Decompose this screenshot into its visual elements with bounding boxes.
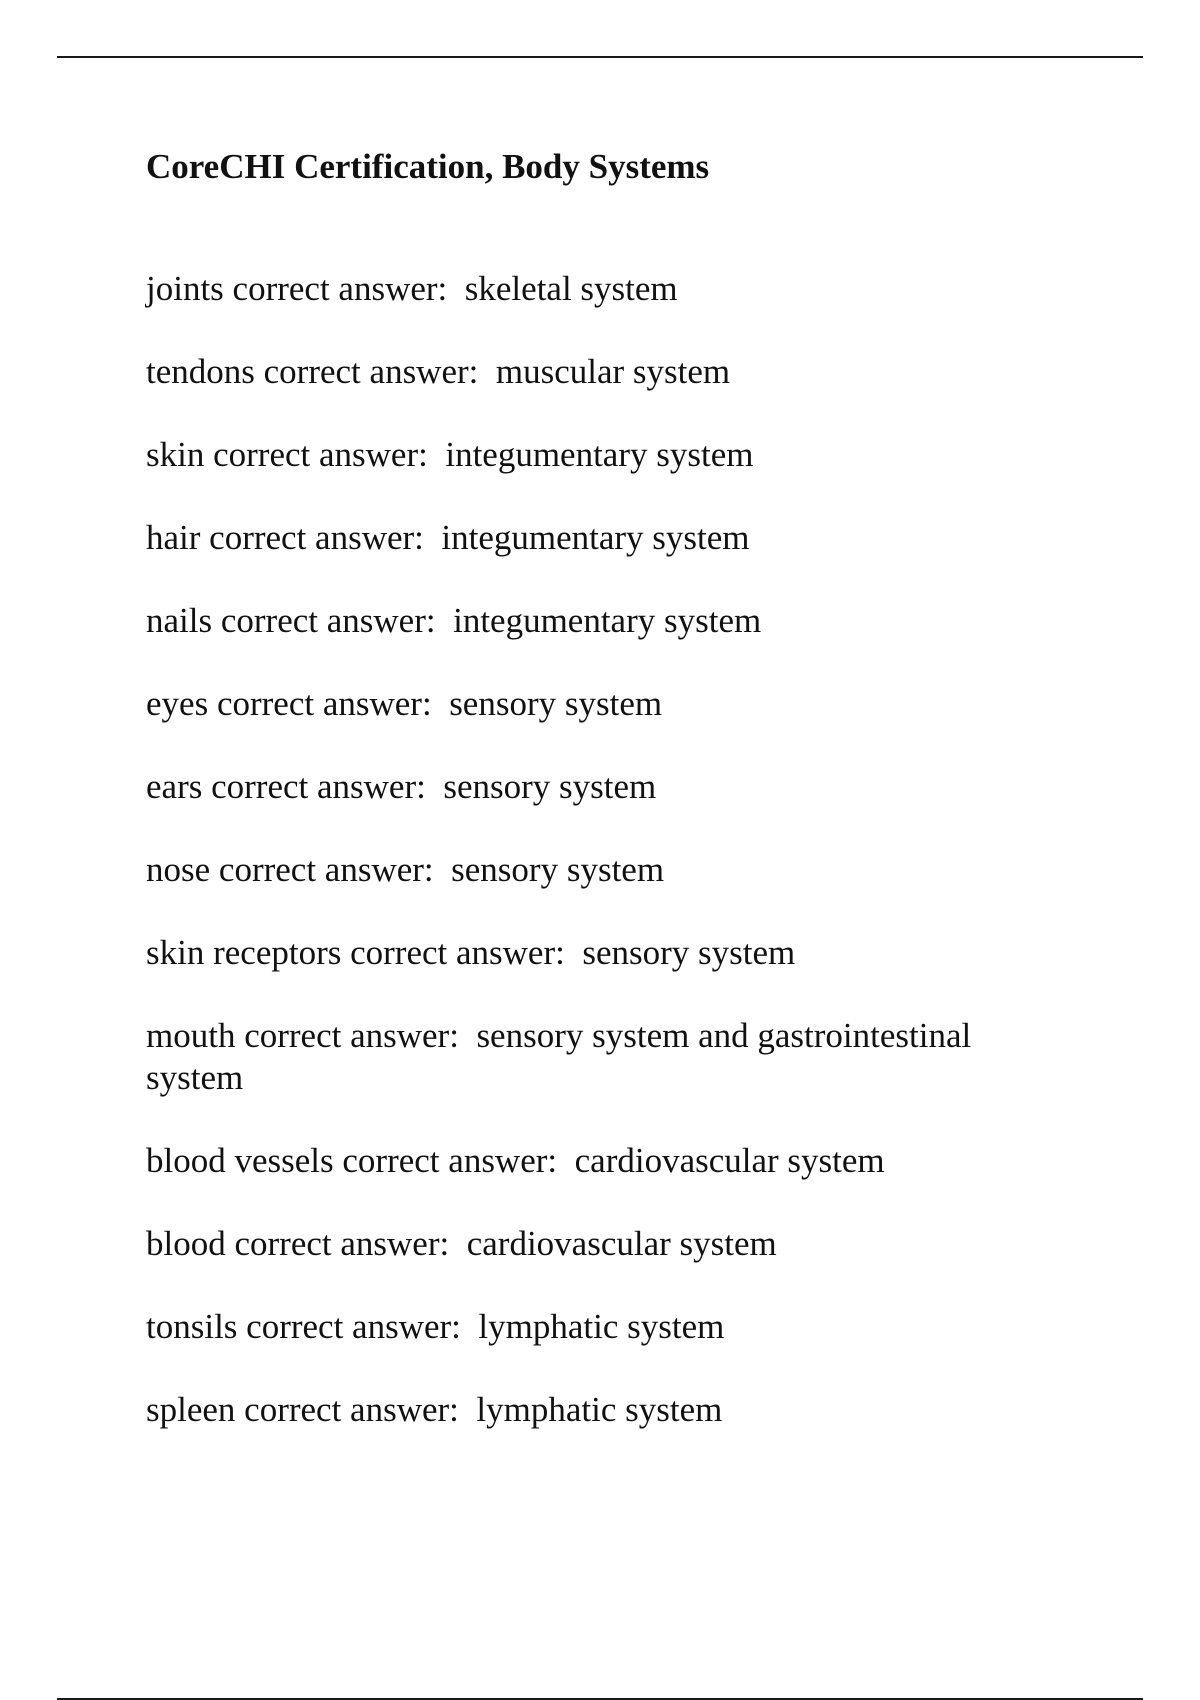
qa-item (146, 1306, 1026, 1348)
qa-answer: integumentary system (453, 601, 762, 640)
qa-term: joints (146, 269, 224, 308)
qa-item (146, 434, 1026, 476)
qa-term: skin (146, 435, 205, 474)
qa-separator: correct answer: (235, 1390, 477, 1429)
qa-separator: correct answer: (200, 518, 442, 557)
qa-item (146, 268, 1026, 310)
qa-answer: integumentary system (441, 518, 750, 557)
qa-answer: cardiovascular system (574, 1141, 885, 1180)
qa-separator: correct answer: (254, 352, 496, 391)
qa-term: blood (146, 1224, 226, 1263)
qa-answer: sensory system (451, 850, 665, 889)
qa-separator: correct answer: (202, 767, 444, 806)
qa-item (146, 1223, 1026, 1265)
qa-item (146, 1015, 1026, 1099)
qa-term: skin receptors (146, 933, 342, 972)
qa-item (146, 683, 1026, 725)
qa-separator: correct answer: (333, 1141, 575, 1180)
qa-item (146, 1389, 1026, 1431)
qa-answer: skeletal system (464, 269, 678, 308)
qa-term: nose (146, 850, 211, 889)
qa-separator: correct answer: (223, 269, 465, 308)
qa-answer: sensory system (449, 684, 663, 723)
qa-item (146, 351, 1026, 393)
qa-answer: lymphatic system (478, 1307, 725, 1346)
qa-separator: correct answer: (204, 435, 446, 474)
qa-term: blood vessels (146, 1141, 334, 1180)
qa-term: eyes (146, 684, 209, 723)
qa-term: hair (146, 518, 201, 557)
qa-separator: correct answer: (210, 850, 452, 889)
qa-separator: correct answer: (237, 1307, 479, 1346)
qa-answer: sensory system (582, 933, 796, 972)
qa-item (146, 517, 1026, 559)
qa-answer: sensory system (443, 767, 657, 806)
qa-answer: sensory system and gastrointestinal system (146, 1016, 972, 1097)
qa-item (146, 1140, 1026, 1182)
qa-list (146, 268, 1026, 1472)
qa-item (146, 600, 1026, 642)
qa-separator: correct answer: (235, 1016, 477, 1055)
qa-term: tendons (146, 352, 255, 391)
qa-separator: correct answer: (208, 684, 450, 723)
qa-answer: integumentary system (445, 435, 754, 474)
header-rule (57, 56, 1143, 58)
qa-term: ears (146, 767, 203, 806)
document-title: CoreCHI Certification, Body Systems (146, 147, 710, 186)
qa-item (146, 849, 1026, 891)
qa-term: tonsils (146, 1307, 238, 1346)
qa-answer: lymphatic system (476, 1390, 723, 1429)
qa-separator: correct answer: (212, 601, 454, 640)
qa-separator: correct answer: (225, 1224, 467, 1263)
qa-answer: muscular system (495, 352, 731, 391)
qa-term: nails (146, 601, 213, 640)
qa-term: spleen (146, 1390, 236, 1429)
qa-answer: cardiovascular system (466, 1224, 777, 1263)
qa-separator: correct answer: (341, 933, 583, 972)
qa-item (146, 932, 1026, 974)
qa-item (146, 766, 1026, 808)
qa-term: mouth (146, 1016, 236, 1055)
